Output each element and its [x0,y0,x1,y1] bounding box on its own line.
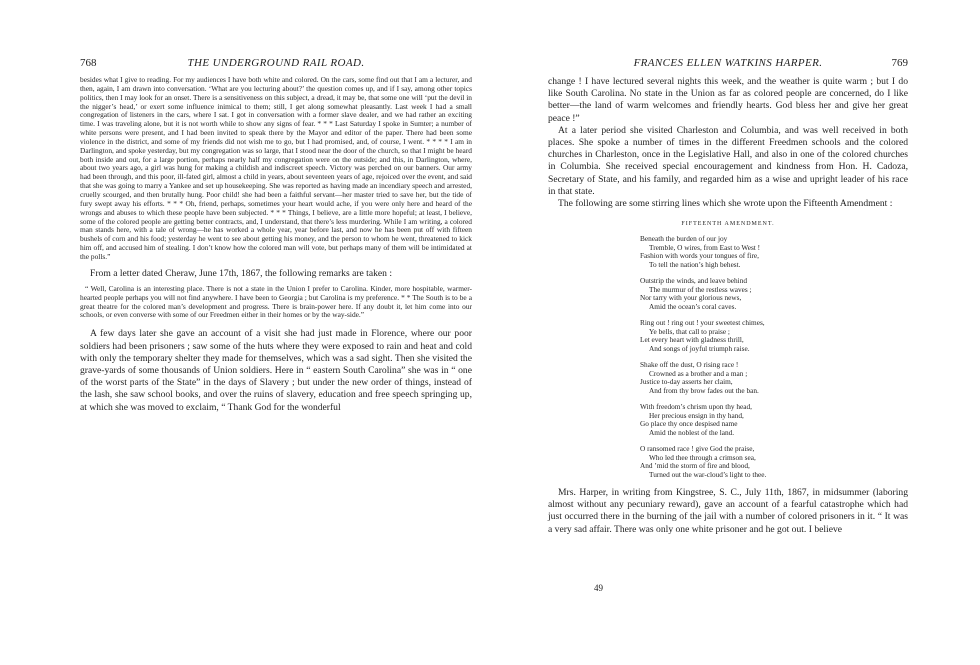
poem-stanza [640,403,908,438]
poem-line: Amid the noblest of the land. [649,428,735,438]
poem-line: Ring out ! ring out ! your sweetest chimes, [640,317,765,327]
poem-line: O ransomed race ! give God the praise, [640,443,755,453]
right-page-number: 769 [891,57,908,69]
poem-line: And ’mid the storm of fire and blood, [640,461,750,471]
letter-excerpt [80,76,472,262]
poem-line: Beneath the burden of our joy [640,233,728,243]
right-page [548,0,908,665]
poem-title: FIFTEENTH AMENDMENT. [681,221,775,228]
poem-line: The murmur of the restless waves ; [649,284,752,294]
poem-line: Her precious ensign in thy hand, [649,410,744,420]
poem-line: Go place thy once despised name [640,419,738,429]
poem-line: Fashion with words your tongues of fire, [640,251,759,261]
florence-paragraph: A few days later she gave an account of a visit she had just made in Florence, where our poor soldiers had been prisoners ; saw some of the huts where they were exposed to rain and heat and cold with only the temporary shelter they made for themselves, which was a sad sight. Then she visited the grave-yards of some thousands of Union soldiers. Here in “ eastern South Carolina” she was in “ one of the worst parts of the State” in the days of Slavery ; but under the new order of things, instead of the lash, she saw school books, and over the ruins of slavery, education and free speech springing up, at which she was moved to exclaim, “ Thank God for the wonderful [80,328,472,413]
right-running-title: FRANCES ELLEN WATKINS HARPER. [633,57,823,69]
poem-intro-paragraph: The following are some stirring lines which she wrote upon the Fifteenth Amendment : [558,198,893,210]
poem [548,220,908,480]
poem-line: Outstrip the winds, and leave behind [640,275,747,285]
left-page-number: 768 [80,57,97,69]
poem-line: And songs of joyful triumph raise. [649,344,750,354]
poem-line: To tell the nation’s high behest. [649,260,741,270]
poem-line: Crowned as a brother and a man ; [649,368,748,378]
poem-line: Turned out the war-cloud’s light to thee. [649,470,767,480]
poem-line: Nor tarry with your glorious news, [640,293,742,303]
poem-stanza [640,361,908,396]
poem-stanza [640,319,908,354]
kingstree-paragraph: Mrs. Harper, in writing from Kingstree, S. C., July 11th, 1867, in midsummer (laboring almost without any pecuniary reward), gave an account of a fearful catastrophe which had just occurred there in the burning of the jail with a number of colored prisoners in it. “ It was a very sad affair. There was only one white prisoner and he got out. I believe [548,486,908,535]
poem-line: Shake off the dust, O rising race ! [640,359,739,369]
charleston-paragraph: At a later period she visited Charleston and Columbia, and was well received in both places. She spoke a number of times in the different Freedmen schools and the colored churches in Charleston, once in the Legislative Hall, and also in one of the colored churches in Columbia. She received special encouragement and kindness from Hon. H. Cadoza, Secretary of State, and his family, and regarded him as a wise and upright leader of his race in that state. [548,124,908,197]
poem-line: Ye bells, that call to praise ; [649,326,730,336]
poem-line: Who led thee through a crimson sea, [649,452,756,462]
cheraw-quote: “ Well, Carolina is an interesting place. There is not a state in the Union I prefer to Carolina. Kinder, more hospitable, warmer-hearted people perhaps you will not find anywhere. I have been to Georgia ; but Carolina is my preference. * * The South is to be a great theatre for the colored man’s development and progress. There is brain-power here. If any doubt it, let him come into our schools, or even converse with some of our Freedmen either in their homes or by the way-side.” [80,283,472,320]
right-page-header [548,57,908,71]
signature-mark: 49 [594,583,603,593]
left-page [80,0,472,665]
letter-excerpt-text: besides what I give to reading. For my audiences I have both white and colored. On the cars, some find out that I am a lecturer, and then, again, I am drawn into conversation. ‘What are you lecturing about?’ the question comes up, and if I say, among other topics politics, then I may look for an onset. There is a sensitiveness on this subject, a dread, it may be, that some one will ‘put the devil in the nigger’s head,’ or exert some influence inimical to them; still, I get along somewhat pleasantly. Last week I had a small congregation of listeners in the cars, where I sat. I got in conversation with a former slave dealer, and we had rather an exciting time. I was traveling alone, but it is not worth while to show any signs of fear. * * * Last Saturday I spoke in Sumter; a number of white persons were present, and I had been invited to speak there by the Mayor and editor of the paper. There had been some violence in the district, and some of my friends did not wish me to go, but I had promised, and, of course, I went. * * * * I am in Darlington, and spoke yesterday, but my congregation was so large, that I stood near the door of the church, so that I might be heard both inside and out, for a large portion, perhaps nearly half my congregation were on the outside; and this, in Darlington, where, about two years ago, a girl was hung for making a childish and indiscreet speech. Victory was perched on our banners. Our army had been through, and this poor, ill-fated girl, almost a child in years, about seventeen years of age, rejoiced over the event, and said that she was going to marry a Yankee and set up housekeeping. She was reported as having made an incendiary speech and arrested, cruelly scourged, and then brutally hung. Poor child! she had been a faithful servant—her master tried to save her, but the tide of fury swept away his efforts. * * * Oh, friend, perhaps, sometimes your heart would ache, if you were only here and heard of the wrongs and abuses to which these people have been subjected. * * * Things, I believe, are a little more hopeful; at least, I believe, some of the colored people are getting better contracts, and, I understand, that there’s less murdering. While I am writing, a colored man stands here, with a tale of wrong—he has worked a whole year, year before last, and now he has been put off with fifteen bushels of corn and his food; yesterday he went to see about getting his money, and the person to whom he went, threatened to kick him off, and accused him of stealing. I don’t know how the colored man will vote, but perhaps many of them will be intimidated at the polls.” [80,75,472,261]
letter-conclusion-paragraph: change ! I have lectured several nights this week, and the weather is quite warm ; but I do like South Carolina. No state in the Union as far as colored people are concerned, do I like better—the land of warm welcomes and friendly hearts. God bless her and give her great peace !” [548,76,908,124]
poem-line: Let every heart with gladness thrill, [640,335,744,345]
cheraw-intro-paragraph: From a letter dated Cheraw, June 17th, 1867, the following remarks are taken : [90,267,393,279]
poem-line: Justice to-day asserts her claim, [640,377,733,387]
poem-stanza [640,235,908,270]
left-running-title: THE UNDERGROUND RAIL ROAD. [187,57,365,69]
poem-stanza [640,445,908,480]
left-page-header [80,57,472,71]
poem-line: Amid the ocean’s coral caves. [649,302,737,312]
poem-line: And from thy brow fades out the ban. [649,386,759,396]
poem-line: With freedom’s chrism upon thy head, [640,401,752,411]
poem-stanza [640,277,908,312]
poem-line: Tremble, O wires, from East to West ! [649,242,761,252]
